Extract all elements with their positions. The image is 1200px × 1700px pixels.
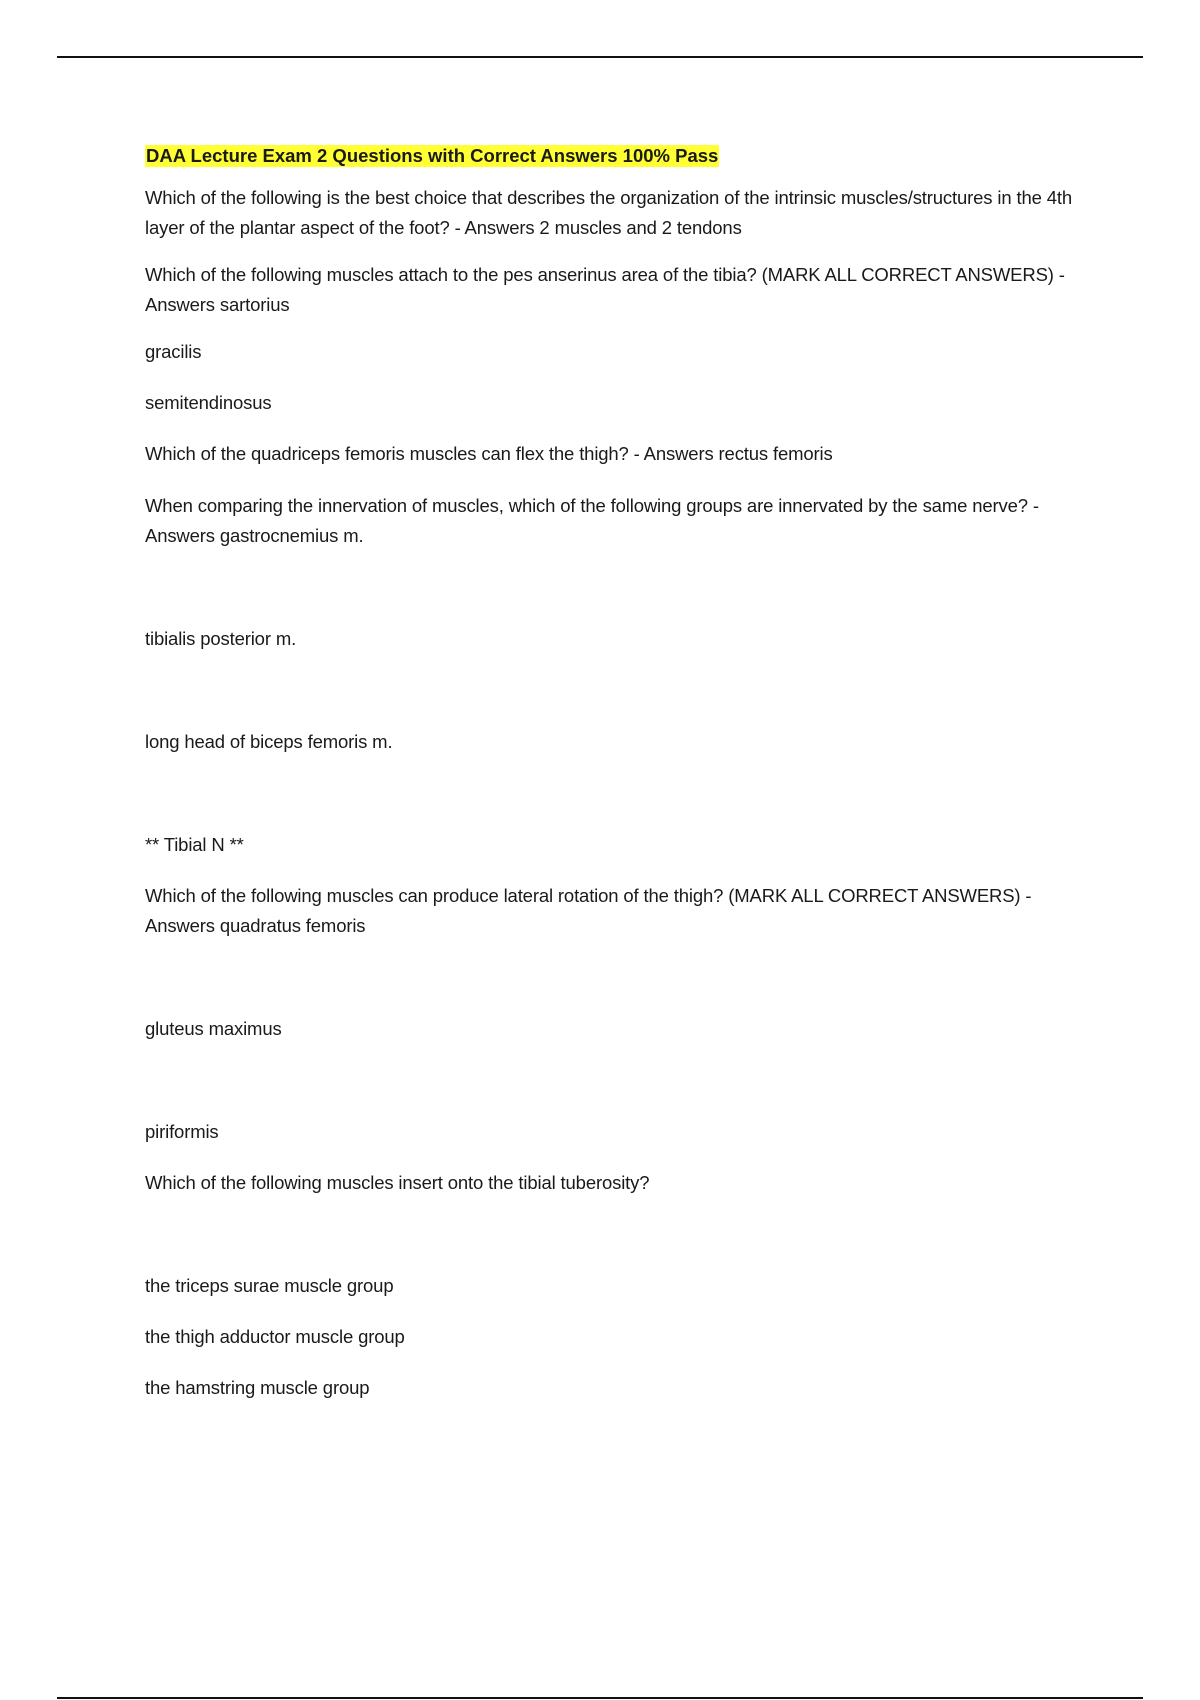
answer-biceps-femoris: long head of biceps femoris m.	[145, 731, 393, 752]
option-triceps-surae: the triceps surae muscle group	[145, 1275, 394, 1296]
answer-gracilis: gracilis	[145, 341, 202, 362]
question-quadriceps-flex: Which of the quadriceps femoris muscles can flex the thigh? - Answers rectus femoris	[145, 443, 833, 464]
document-body	[145, 145, 1095, 1403]
question-tibial-tuberosity: Which of the following muscles insert onto the tibial tuberosity?	[145, 1172, 650, 1193]
option-thigh-adductor: the thigh adductor muscle group	[145, 1326, 405, 1347]
question-pes-anserinus: Which of the following muscles attach to the pes anserinus area of the tibia? (MARK ALL CORRECT ANSWERS) - Answers sartorius	[145, 264, 1065, 315]
question-plantar-4th-layer: Which of the following is the best choice that describes the organization of the intrinsic muscles/structures in the 4th layer of the plantar aspect of the foot? - Answers 2 muscles and 2 tendons	[145, 187, 1073, 238]
answer-tibialis-posterior: tibialis posterior m.	[145, 628, 297, 649]
header-rule	[57, 56, 1143, 58]
question-lateral-rotation: Which of the following muscles can produce lateral rotation of the thigh? (MARK ALL CORRECT ANSWERS) - Answers quadratus femoris	[145, 885, 1032, 936]
footer-rule	[57, 1697, 1143, 1699]
answer-piriformis: piriformis	[145, 1121, 219, 1142]
option-hamstring: the hamstring muscle group	[145, 1377, 370, 1398]
answer-tibial-nerve: ** Tibial N **	[145, 834, 244, 855]
document-title: DAA Lecture Exam 2 Questions with Correct Answers 100% Pass	[146, 145, 719, 166]
answer-gluteus-maximus: gluteus maximus	[145, 1018, 282, 1039]
question-innervation: When comparing the innervation of muscles, which of the following groups are innervated by the same nerve? - Answers gastrocnemius m.	[145, 495, 1039, 546]
answer-semitendinosus: semitendinosus	[145, 392, 272, 413]
